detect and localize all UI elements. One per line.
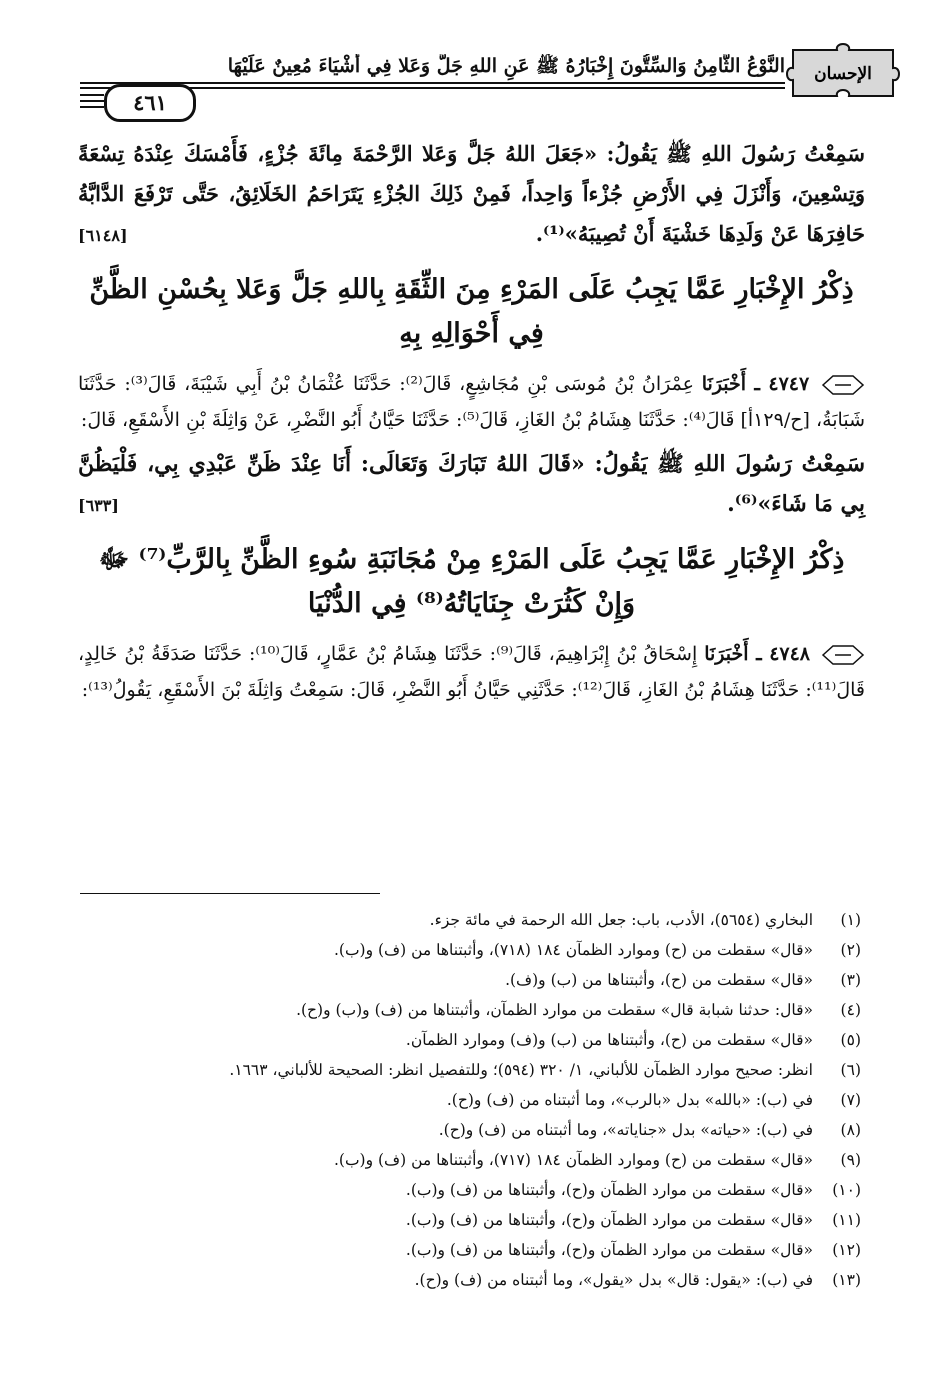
hadith-text	[78, 444, 865, 524]
footnote: (١)البخاري (٥٦٥٤)، الأدب، باب: جعل الله الرحمة في مائة جزء.	[429, 911, 861, 929]
source-ref: [٦١٤٨]	[78, 226, 128, 245]
footnote: (٩)«قال» سقطت من (ح) وموارد الظمآن ١٨٤ (٧١٧)، وأثبتناها من (ف) و(ب).	[333, 1151, 861, 1169]
hadith-number: ٤٧٤٧ ـ أَخْبَرَنَا	[701, 373, 810, 395]
page-number: ٤٦١	[104, 84, 196, 122]
footnote: (١٠)«قال» سقطت من موارد الظمآن و(ح)، وأثبتناها من (ف) و(ب).	[405, 1181, 861, 1199]
section-heading: ذِكْرُ الإِخْبَارِ عَمَّا يَجِبُ عَلَى المَرْءِ مِنْ مُجَانَبَةِ سُوءِ الظَّنِّ بِالرَّبِّ⁽⁷⁾ ﷻ وَإِنْ كَثُرَتْ جِنَايَاتُهُ⁽⁸⁾ فِي الدُّنْيَا	[98, 544, 845, 619]
hadith-marker-icon	[821, 374, 865, 396]
isnad-text: عِمْرَانُ بْنُ مُوسَى بْنِ مُجَاشِعٍ، قَالَ⁽²⁾: حَدَّثَنَا عُثْمَانُ بْنُ أَبِي شَيْبَةَ، قَالَ⁽³⁾: حَدَّثَنَا شَبَابَةُ، [ح/١٢٩أ] قَالَ⁽⁴⁾: حَدَّثَنَا هِشَامُ بْنُ الغَازِ، قَالَ⁽⁵⁾: حَدَّثَنَا حَيَّانُ أَبُو النَّضْرِ، عَنْ وَاثِلَةَ بْنِ الأَسْقَعِ، قَالَ:	[78, 373, 865, 431]
footnote: (٣)«قال» سقطت من (ح)، وأثبتناها من (ب) و(ف).	[505, 971, 861, 989]
footnote: (١٢)«قال» سقطت من موارد الظمآن و(ح)، وأثبتناها من (ف) و(ب).	[405, 1241, 861, 1259]
hadith-marker-icon	[821, 644, 865, 666]
footnote: (١١)«قال» سقطت من موارد الظمآن و(ح)، وأثبتناها من (ف) و(ب).	[405, 1211, 861, 1229]
footnotes	[78, 905, 861, 1295]
footnote: (٦)انظر: صحيح موارد الظمآن للألباني، ١/ ٣٢٠ (٥٩٤)؛ وللتفصيل انظر: الصحيحة للألباني، ١٦٦٣.	[229, 1061, 861, 1079]
hadith-chain	[78, 366, 865, 438]
running-title: النَّوْعُ الثَّامِنُ وَالسِّتُّونَ إِخْبَارُهُ ﷺ عَنِ اللهِ جَلَّ وَعَلا فِي أَشْيَاءَ مُعِينٌ عَلَيْهَا	[227, 55, 785, 77]
footnote: (١٣)في (ب): «يقول: قال» بدل «يقول»، وما أثبتناه من (ف) و(ح).	[414, 1271, 861, 1289]
header-rule	[80, 82, 785, 84]
footnote: (٢)«قال» سقطت من (ح) وموارد الظمآن ١٨٤ (٧١٨)، وأثبتناها من (ف) و(ب).	[333, 941, 861, 959]
corner-label: الإحسان	[814, 64, 872, 84]
intro-paragraph	[78, 134, 865, 254]
footnote: (٧)في (ب): «بالله» بدل «بالرب»، وما أثبتناه من (ف) و(ح).	[446, 1091, 861, 1109]
section-heading: ذِكْرُ الإِخْبَارِ عَمَّا يَجِبُ عَلَى المَرْءِ مِنَ الثِّقَةِ بِاللهِ جَلَّ وَعَلا بِحُسْنِ الظَّنِّ فِي أَحْوَالِهِ بِهِ	[89, 274, 854, 349]
hadith-number: ٤٧٤٨ ـ أَخْبَرَنَا	[704, 643, 811, 665]
footnote: (٨)في (ب): «حياته» بدل «جناياته»، وما أثبتناه من (ف) و(ح).	[438, 1121, 861, 1139]
source-ref: [٦٣٣]	[78, 496, 119, 515]
footnote-separator	[80, 893, 380, 894]
puzzle-piece-icon	[785, 38, 903, 100]
main-text	[78, 134, 865, 708]
footnote: (٥)«قال» سقطت من (ح)، وأثبتناها من (ب) و(ف) وموارد الظمآن.	[405, 1031, 861, 1049]
header-ornament	[80, 94, 104, 112]
intro-text: سَمِعْتُ رَسُولَ اللهِ ﷺ يَقُولُ: «جَعَلَ اللهُ جَلَّ وَعَلا الرَّحْمَةَ مِائَةَ جُزْءٍ، فَأَمْسَكَ عِنْدَهُ تِسْعَةً وَتِسْعِينَ، وَأَنْزَلَ فِي الأَرْضِ جُزْءاً وَاحِداً، فَمِنْ ذَلِكَ الجُزْءِ يَتَرَاحَمُ الخَلَائِقُ، حَتَّى تَرْفَعَ الدَّابَّةُ حَافِرَهَا عَنْ وَلَدِهَا خَشْيَةَ أَنْ تُصِيبَهُ»⁽¹⁾.	[78, 141, 865, 246]
page-header	[80, 34, 903, 114]
hadith-chain	[78, 636, 865, 708]
matn-text: سَمِعْتُ رَسُولَ اللهِ ﷺ يَقُولُ: «قَالَ اللهُ تَبَارَكَ وَتَعَالَى: أَنَا عِنْدَ ظَنِّ عَبْدِي بِي، فَلْيَظُنَّ بِي مَا شَاءَ»⁽⁶⁾.	[78, 451, 865, 517]
footnote: (٤)«قال: حدثنا شبابة قال» سقطت من موارد الظمآن، وأثبتناها من (ف) و(ب) و(ح).	[296, 1001, 861, 1019]
isnad-text: إِسْحَاقُ بْنُ إِبْرَاهِيمَ، قَالَ⁽⁹⁾: حَدَّثَنَا هِشَامُ بْنُ عَمَّارٍ، قَالَ⁽¹⁰⁾: حَدَّثَنَا صَدَقَةُ بْنُ خَالِدٍ، قَالَ⁽¹¹⁾: حَدَّثَنَا هِشَامُ بْنُ الغَازِ، قَالَ⁽¹²⁾: حَدَّثَنِي حَيَّانُ أَبُو النَّضْرِ، قَالَ: سَمِعْتُ وَاثِلَةَ بْنَ الأَسْقَعِ، يَقُولُ⁽¹³⁾:	[78, 643, 865, 701]
